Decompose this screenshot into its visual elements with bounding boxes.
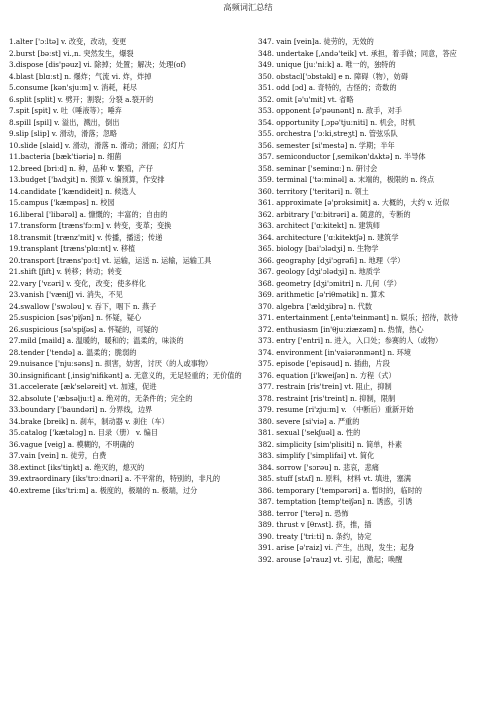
vocab-entry: 362. arbitrary ['ɑːbitrəri] a. 随意的，专断的 [258,209,411,219]
vocab-entry: 20.transport [træns'pɔːt] vt. 运输，运送 n. 运输，运输工具 [9,255,212,265]
vocab-entry: 24.swallow ['swɔləu] v. 吞下，咽下 n. 燕子 [9,301,157,311]
vocab-entry: 357. semiconductor [ˌsemikən'dʌktə] n. 半导体 [258,152,426,161]
vocab-entry: 35.catalog ['kætəlɔg] n. 目录（册） v. 编目 [9,428,159,437]
vocab-entry: 16.liberal ['libərəl] a. 慷慨的；丰富的；自由的 [9,209,168,219]
vocab-entry: 25.suspicion [səs'piʃən] n. 怀疑，疑心 [9,313,142,322]
vocab-entry: 9.slip [slip] v. 滑动，滑落；忽略 [9,129,118,138]
vocab-entry: 356. semester [si'mestə] n. 学期；半年 [258,140,395,150]
vocab-entry: 384. sorrow ['sɔrəu] n. 悲哀，悲痛 [258,462,379,472]
vocab-entry: 18.transmit [trænz'mit] v. 传播，播送；传递 [9,232,163,242]
vocab-entry: 392. arouse [ə'rauz] vt. 引起，激起；唤醒 [258,554,403,564]
vocab-entry: 4.blast [blɑːst] n. 爆炸；气流 vi. 炸，炸掉 [9,71,152,81]
vocab-entry: 15.campus ['kæmpəs] n. 校园 [9,198,115,207]
vocab-entry: 381. sexual ['sekʃuəl] a. 性的 [258,428,361,437]
vocab-entry: 374. environment [in'vaiərənmənt] n. 环境 [258,347,411,357]
vocab-entry: 33.boundary ['baundəri] n. 分界线，边界 [9,405,153,414]
vocab-entry: 365. biology [bai'ɔlədʒi] n. 生物学 [258,244,379,253]
vocab-entry: 38.extinct [iks'tiŋkt] a. 绝灭的，熄灭的 [9,462,145,472]
page-title: 高频词汇总结 [223,2,273,12]
vocab-entry: 372. enthusiasm [in'θjuːziæzəm] n. 热情，热心 [258,324,424,334]
vocab-entry: 351. odd [ɔd] a. 奇特的，古怪的；奇数的 [258,83,397,92]
vocab-entry: 6.split [split] v. 劈开；割裂；分裂 a.裂开的 [9,94,154,104]
vocab-entry: 8.spill [spil] v. 溢出，溅出，倒出 [9,117,120,127]
vocab-entry: 2.burst [bəːst] vi.,n. 突然发生，爆裂 [9,48,134,58]
vocab-entry: 388. terror ['terə] n. 恐怖 [258,508,349,518]
vocab-entry: 389. thrust v [θrʌst]. 挤，推，插 [258,520,372,529]
vocab-entry: 377. restrain [ris'trein] vt. 阻止，抑制 [258,382,392,391]
right-column [258,36,489,565]
vocab-entry: 369. arithmetic [ə'riθmətik] n. 算术 [258,290,385,299]
vocab-entry: 353. opponent [ə'pəunənt] n. 敌手，对手 [258,106,402,115]
vocab-entry: 21.shift [ʃift] v. 转移；转动；转变 [9,267,122,276]
vocab-entry: 363. architect ['ɑːkitekt] n. 建筑师 [258,221,380,230]
vocab-entry: 349. unique [juː'niːk] a. 唯一的，独特的 [258,60,396,69]
vocab-entry: 379. resume [ri'zjuːm] v. （中断后）重新开始 [258,405,414,414]
vocab-entry: 3.dispose [dis'pəuz] vi. 除掉；处置；解决；处理(of) [9,60,186,69]
vocab-entry: 23.vanish ['væniʃ] vi. 消失，不见 [9,290,123,299]
vocab-entry: 385. stuff [stʌf] n. 原料，材料 vt. 填进，塞满 [258,474,411,483]
vocab-entry: 1.alter ['ɔːltə] v. 改变，改动，变更 [9,37,127,46]
vocab-entry: 26.suspicious [sə'spiʃəs] a. 怀疑的，可疑的 [9,324,159,334]
vocab-entry: 10.slide [slaid] v. 滑动，滑落 n. 滑动；滑面；幻灯片 [9,140,185,150]
vocab-entry: 37.vain [vein] n. 徒劳，白费 [9,451,107,460]
vocab-entry: 13.budget ['bʌdʒit] n. 预算 v. 编预算，作安排 [9,175,165,184]
vocab-entry: 28.tender ['tendə] a. 温柔的；脆弱的 [9,347,137,357]
vocab-entry: 30.insignificant [ˌinsig'nifikənt] a. 无意义的，无足轻重的；无价值的 [9,370,242,380]
vocab-entry: 386. temporary ['tempərəri] a. 暂时的，临时的 [258,485,422,495]
vocab-entry: 14.candidate ['kændideit] n. 候选人 [9,186,136,196]
vocab-entry: 348. undertake [ˌʌndə'teik] vt. 承担，着手做；同意，答应 [258,48,457,58]
vocab-entry: 36.vague [veig] a. 模糊的，不明确的 [9,439,135,449]
vocab-entry: 390. treaty ['triːti] n. 条约，协定 [258,531,372,541]
left-column [9,36,244,496]
vocab-entry: 382. simplicity [sim'plisiti] n. 简单，朴素 [258,439,403,449]
vocab-entry: 373. entry ['entri] n. 进入，入口处；参赛的人（或物） [258,336,443,345]
vocab-entry: 370. algebra ['ældʒibrə] n. 代数 [258,301,373,311]
vocab-entry: 352. omit [ə'u'mit] vt. 省略 [258,94,354,104]
vocab-entry: 40.extreme [iks'triːm] a. 极度的，极端的 n. 极端，过分 [9,485,198,495]
vocab-entry: 39.extraordinary [iks'trɔːdnəri] a. 不平常的，特别的，非凡的 [9,474,221,483]
vocab-entry: 12.breed [briːd] n. 种，品种 v. 繁殖，产仔 [9,163,154,173]
vocab-entry: 358. seminar ['seminɑː] n. 研讨会 [258,163,378,173]
vocab-entry: 376. equation [i'kweiʃən] n. 方程（式） [258,370,396,380]
vocab-entry: 383. simplify ['simplifai] vt. 简化 [258,451,375,460]
vocab-entry: 29.nuisance ['njuːsəns] n. 损害，妨害，讨厌（的人或事物） [9,359,213,368]
vocab-entry: 31.accelerate [æk'seləreit] vt. 加速，促进 [9,382,157,391]
vocab-entry: 387. temptation [temp'teiʃən] n. 诱惑，引诱 [258,497,413,506]
vocab-entry: 11.bacteria [bæk'tiəriə] n. 细菌 [9,152,122,161]
vocab-entry: 354. opportunity [ˌɔpə'tjuːniti] n. 机会，时机 [258,117,416,127]
vocab-entry: 368. geometry [dʒi'ɔmitri] n. 几何（学） [258,278,401,288]
vocab-entry: 359. terminal ['təːminəl] a. 末端的，极限的 n. 终点 [258,175,435,184]
vocab-entry: 366. geography [dʒi'ɔgrəfi] n. 地理（学） [258,255,405,265]
vocab-entry: 22.vary ['vɛəri] v. 变化，改变；使多样化 [9,278,146,288]
vocab-entry: 364. architecture ['ɑːkitektʃə] n. 建筑学 [258,232,399,242]
vocab-entry: 19.transplant [træns'plɑːnt] v. 移植 [9,244,136,253]
vocab-entry: 32.absolute ['æbsəljuːt] a. 绝对的，无条件的；完全的 [9,393,193,403]
vocab-entry: 347. vain [vein]a. 徒劳的，无效的 [258,37,374,46]
vocab-entry: 391. arise [ə'raiz] vi. 产生，出现，发生；起身 [258,543,415,552]
vocab-entry: 360. territory ['teritəri] n. 领土 [258,186,369,196]
vocab-entry: 375. episode ['episəud] n. 插曲，片段 [258,359,390,368]
vocab-entry: 350. obstacl['ɔbstəkl] e n. 障碍（物），妨碍 [258,71,409,81]
vocab-entry: 17.transform [træns'fɔːm] v. 转变，变革；变换 [9,221,172,230]
vocab-entry: 380. severe [si'viə] a. 严重的 [258,416,360,426]
vocab-entry: 355. orchestra ['ɔːkiˌstreʒt] n. 管弦乐队 [258,129,398,138]
vocab-entry: 34.brake [breik] n. 刹车，制动器 v. 刹住（车） [9,416,169,426]
vocab-entry: 371. entertainment [ˌentə'teinmənt] n. 娱乐；招待，款待 [258,313,458,322]
vocab-entry: 361. approximate [ə'prɔksimit] a. 大概的，大约 v. 近似 [258,198,450,207]
vocab-entry: 367. geology [dʒi'ɔlədʒi] n. 地质学 [258,267,381,276]
vocab-entry: 5.consume [kən'sjuːm] v. 消耗，耗尽 [9,83,138,92]
vocab-entry: 7.spit [spit] v. 吐（唾液等）；唾弃 [9,106,122,115]
vocab-entry: 27.mild [maild] a. 温暖的，暖和的；温柔的，味淡的 [9,336,184,345]
vocab-entry: 378. restraint [ris'treint] n. 抑制，限制 [258,393,396,403]
